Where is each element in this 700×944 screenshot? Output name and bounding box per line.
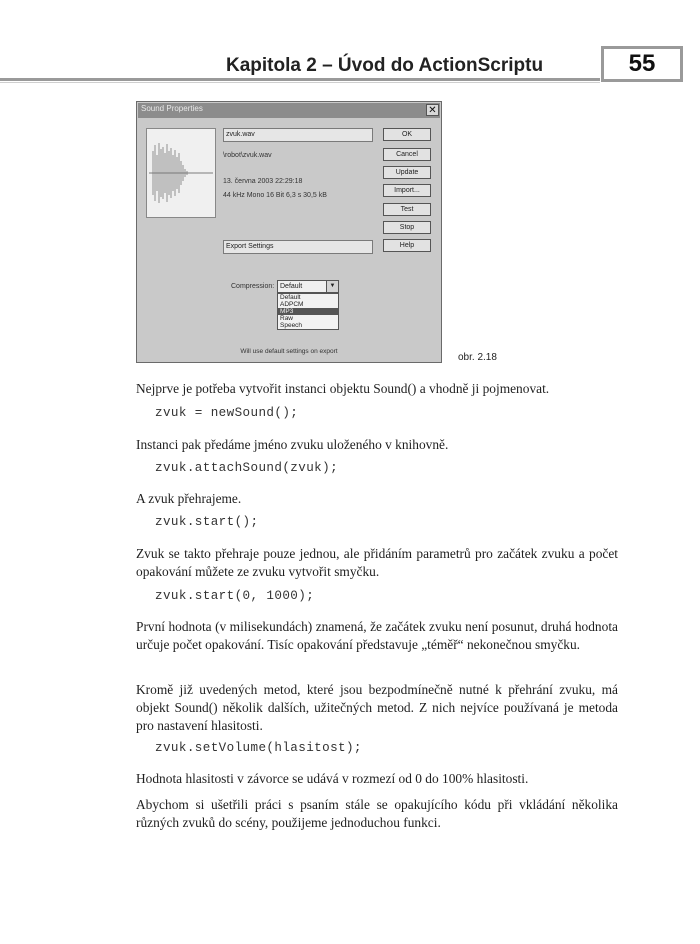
close-icon[interactable]: ✕: [426, 104, 439, 116]
waveform-preview: [146, 128, 216, 218]
export-settings-field: Export Settings: [223, 240, 373, 254]
page-number-box: [601, 46, 683, 82]
compression-value: Default: [280, 283, 303, 290]
test-button[interactable]: Test: [383, 203, 431, 216]
code-line-5: zvuk.setVolume(hlasitost);: [155, 741, 362, 755]
dialog-footer-note: Will use default settings on export: [240, 348, 338, 355]
dialog-title: Sound Properties: [141, 104, 203, 113]
ok-button[interactable]: OK: [383, 128, 431, 141]
option-speech[interactable]: Speech: [280, 322, 303, 329]
page-number: 55: [628, 50, 656, 77]
waveform-icon: [147, 129, 215, 217]
compression-options: [277, 293, 339, 330]
header-rule-shadow: [0, 82, 600, 83]
sound-format: 44 kHz Mono 16 Bit 6,3 s 30,5 kB: [223, 192, 327, 199]
header-rule: [0, 78, 600, 81]
paragraph-6: Kromě již uvedených metod, které jsou bezpodmínečně nutné k přehrání zvuku, má objekt Sound() několik dalších, užitečných metod. Z nich nejvíce používaná je metoda pro nastavení hlasitosti.: [136, 682, 618, 733]
code-line-2: zvuk.attachSound(zvuk);: [155, 461, 339, 475]
paragraph-1: Nejprve je potřeba vytvořit instanci objektu Sound() a vhodně ji pojmenovat.: [136, 381, 550, 396]
option-mp3[interactable]: MP3: [278, 308, 338, 315]
help-button[interactable]: Help: [383, 239, 431, 252]
code-line-1: zvuk = newSound();: [155, 406, 299, 420]
option-raw[interactable]: Raw: [280, 315, 294, 322]
sound-date: 13. června 2003 22:29:18: [223, 178, 303, 185]
option-adpcm[interactable]: ADPCM: [280, 301, 304, 308]
sound-name-field[interactable]: zvuk.wav: [223, 128, 373, 142]
update-button[interactable]: Update: [383, 166, 431, 179]
sound-path: \robot\zvuk.wav: [223, 152, 272, 159]
paragraph-8: Abychom si ušetřili práci s psaním stále se opakujícího kódu při vkládání několika různých zvuků do scény, použijeme jednoduchou funkci.: [136, 797, 618, 830]
code-line-4: zvuk.start(0, 1000);: [155, 589, 315, 603]
paragraph-3: A zvuk přehrajeme.: [136, 491, 242, 506]
paragraph-4: Zvuk se takto přehraje pouze jednou, ale přidáním parametrů pro začátek zvuku a počet opakování můžete ze zvuku vytvořit smyčku.: [136, 546, 618, 579]
code-line-3: zvuk.start();: [155, 515, 259, 529]
chapter-title: Kapitola 2 – Úvod do ActionScriptu: [226, 55, 544, 76]
compression-select[interactable]: [277, 280, 339, 293]
paragraph-5: První hodnota (v milisekundách) znamená, že začátek zvuku není posunut, druhá hodnota určuje počet opakování. Tisíc opakování představuje „téměř“ nekonečnou smyčku.: [136, 619, 618, 652]
option-default[interactable]: Default: [280, 294, 301, 301]
stop-button[interactable]: Stop: [383, 221, 431, 234]
chevron-down-icon[interactable]: ▼: [326, 281, 338, 292]
sound-properties-dialog: [136, 101, 442, 363]
import-button[interactable]: Import...: [383, 184, 431, 197]
cancel-button[interactable]: Cancel: [383, 148, 431, 161]
compression-label: Compression:: [231, 283, 275, 290]
paragraph-7: Hodnota hlasitosti v závorce se udává v rozmezí od 0 do 100% hlasitosti.: [136, 771, 529, 786]
figure-caption: obr. 2.18: [458, 352, 497, 363]
dialog-titlebar: [138, 103, 440, 118]
paragraph-2: Instanci pak předáme jméno zvuku uloženého v knihovně.: [136, 437, 449, 452]
